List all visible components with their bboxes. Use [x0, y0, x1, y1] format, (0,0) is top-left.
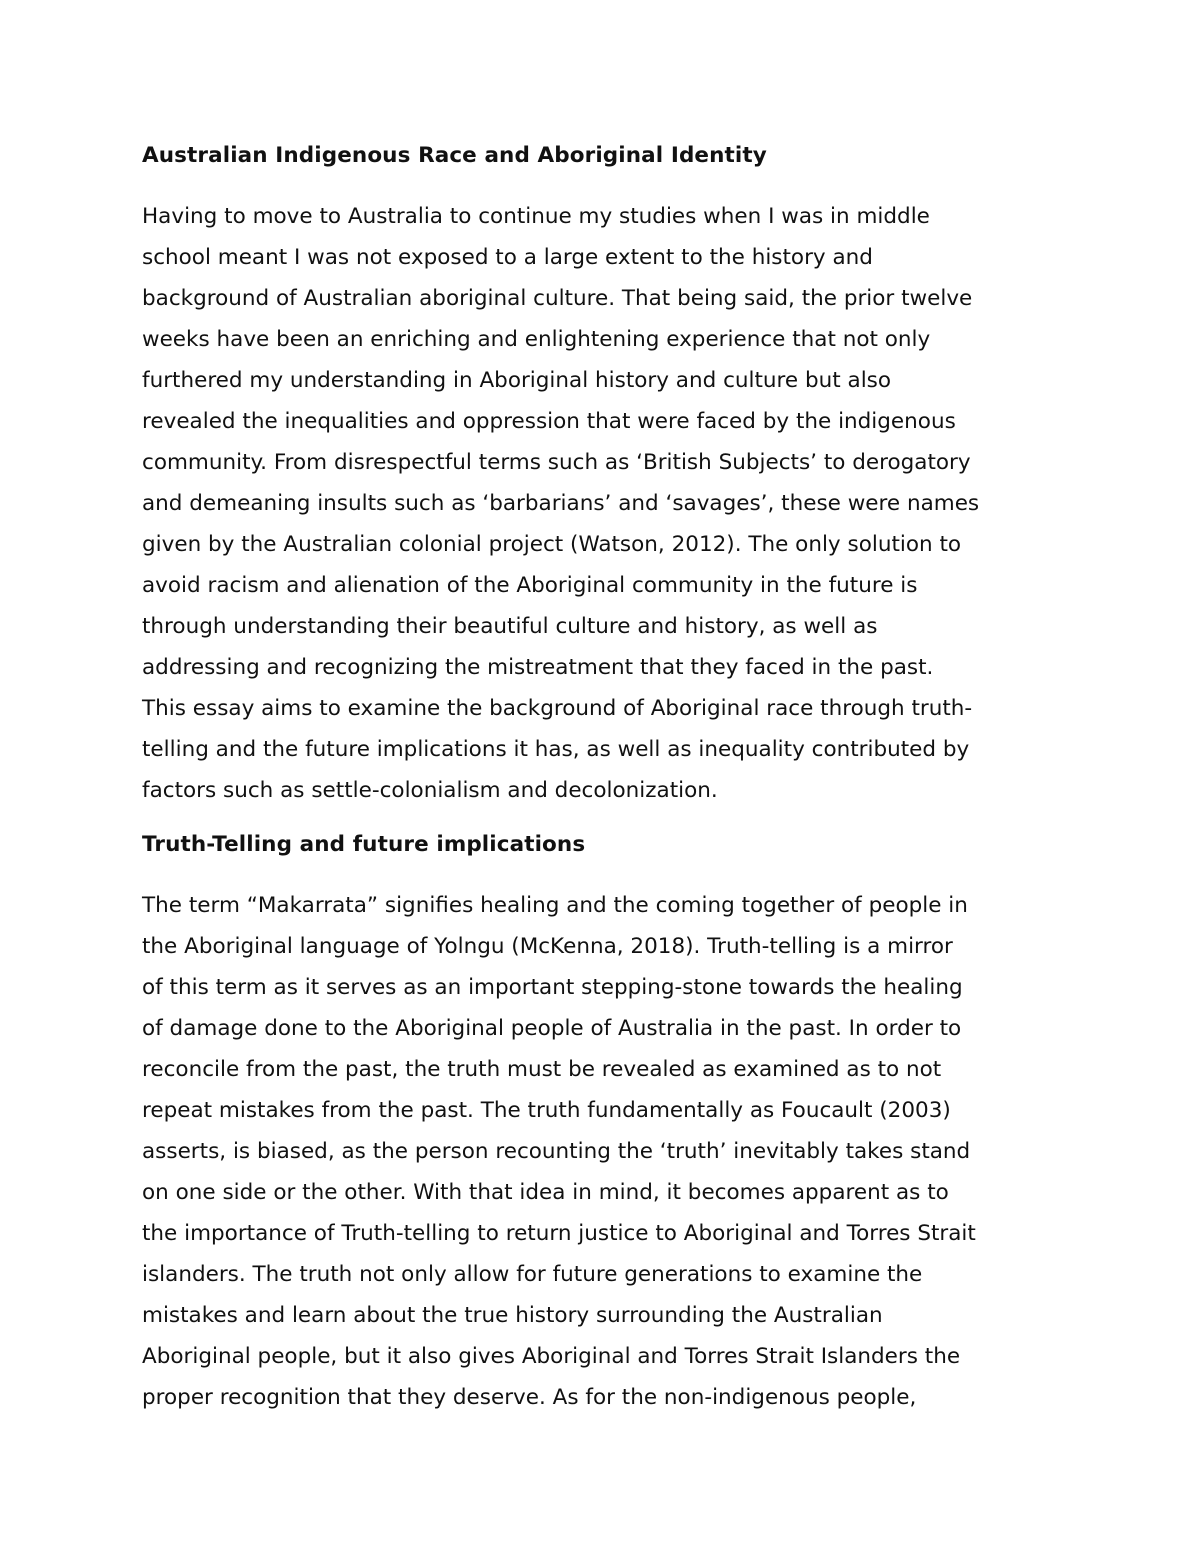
paragraph-line: weeks have been an enriching and enlightening experience that not only [142, 327, 931, 352]
paragraph-line: the Aboriginal language of Yolngu (McKenna, 2018). Truth-telling is a mirror [142, 934, 953, 959]
section-heading: Truth-Telling and future implications [142, 832, 586, 857]
paragraph-line: and demeaning insults such as ‘barbarians’ and ‘savages’, these were names [142, 491, 980, 516]
paragraph-line: on one side or the other. With that idea in mind, it becomes apparent as to [142, 1180, 949, 1205]
paragraph-line: islanders. The truth not only allow for future generations to examine the [142, 1262, 923, 1287]
paragraph-line: asserts, is biased, as the person recounting the ‘truth’ inevitably takes stand [142, 1139, 971, 1164]
paragraph-line: mistakes and learn about the true history surrounding the Australian [142, 1303, 883, 1328]
paragraph-line: avoid racism and alienation of the Aboriginal community in the future is [142, 573, 918, 598]
paragraph-line: telling and the future implications it has, as well as inequality contributed by [142, 737, 970, 762]
truth-telling-paragraph [142, 885, 1072, 1418]
paragraph-line: school meant I was not exposed to a large extent to the history and [142, 245, 873, 270]
paragraph-line: background of Australian aboriginal culture. That being said, the prior twelve [142, 286, 973, 311]
paragraph-line: the importance of Truth-telling to return justice to Aboriginal and Torres Strait [142, 1221, 976, 1246]
paragraph-line: factors such as settle-colonialism and decolonization. [142, 778, 718, 803]
paragraph-line: reconcile from the past, the truth must be revealed as examined as to not [142, 1057, 942, 1082]
paragraph-line: revealed the inequalities and oppression that were faced by the indigenous [142, 409, 956, 434]
paragraph-line: This essay aims to examine the background of Aboriginal race through truth- [142, 696, 973, 721]
paragraph-line: furthered my understanding in Aboriginal history and culture but also [142, 368, 892, 393]
paragraph-line: given by the Australian colonial project (Watson, 2012). The only solution to [142, 532, 962, 557]
paragraph-line: through understanding their beautiful culture and history, as well as [142, 614, 878, 639]
paragraph-line: proper recognition that they deserve. As for the non-indigenous people, [142, 1385, 917, 1410]
document-body [142, 140, 1072, 1418]
document-title: Australian Indigenous Race and Aboriginal Identity [142, 143, 767, 168]
paragraph-line: Having to move to Australia to continue my studies when I was in middle [142, 204, 930, 229]
intro-paragraph [142, 196, 1072, 811]
paragraph-line: The term “Makarrata” signifies healing and the coming together of people in [142, 893, 968, 918]
paragraph-line: repeat mistakes from the past. The truth fundamentally as Foucault (2003) [142, 1098, 951, 1123]
paragraph-line: of this term as it serves as an important stepping-stone towards the healing [142, 975, 963, 1000]
paragraph-line: of damage done to the Aboriginal people of Australia in the past. In order to [142, 1016, 962, 1041]
paragraph-line: community. From disrespectful terms such as ‘British Subjects’ to derogatory [142, 450, 971, 475]
paragraph-line: addressing and recognizing the mistreatment that they faced in the past. [142, 655, 934, 680]
paragraph-line: Aboriginal people, but it also gives Aboriginal and Torres Strait Islanders the [142, 1344, 961, 1369]
